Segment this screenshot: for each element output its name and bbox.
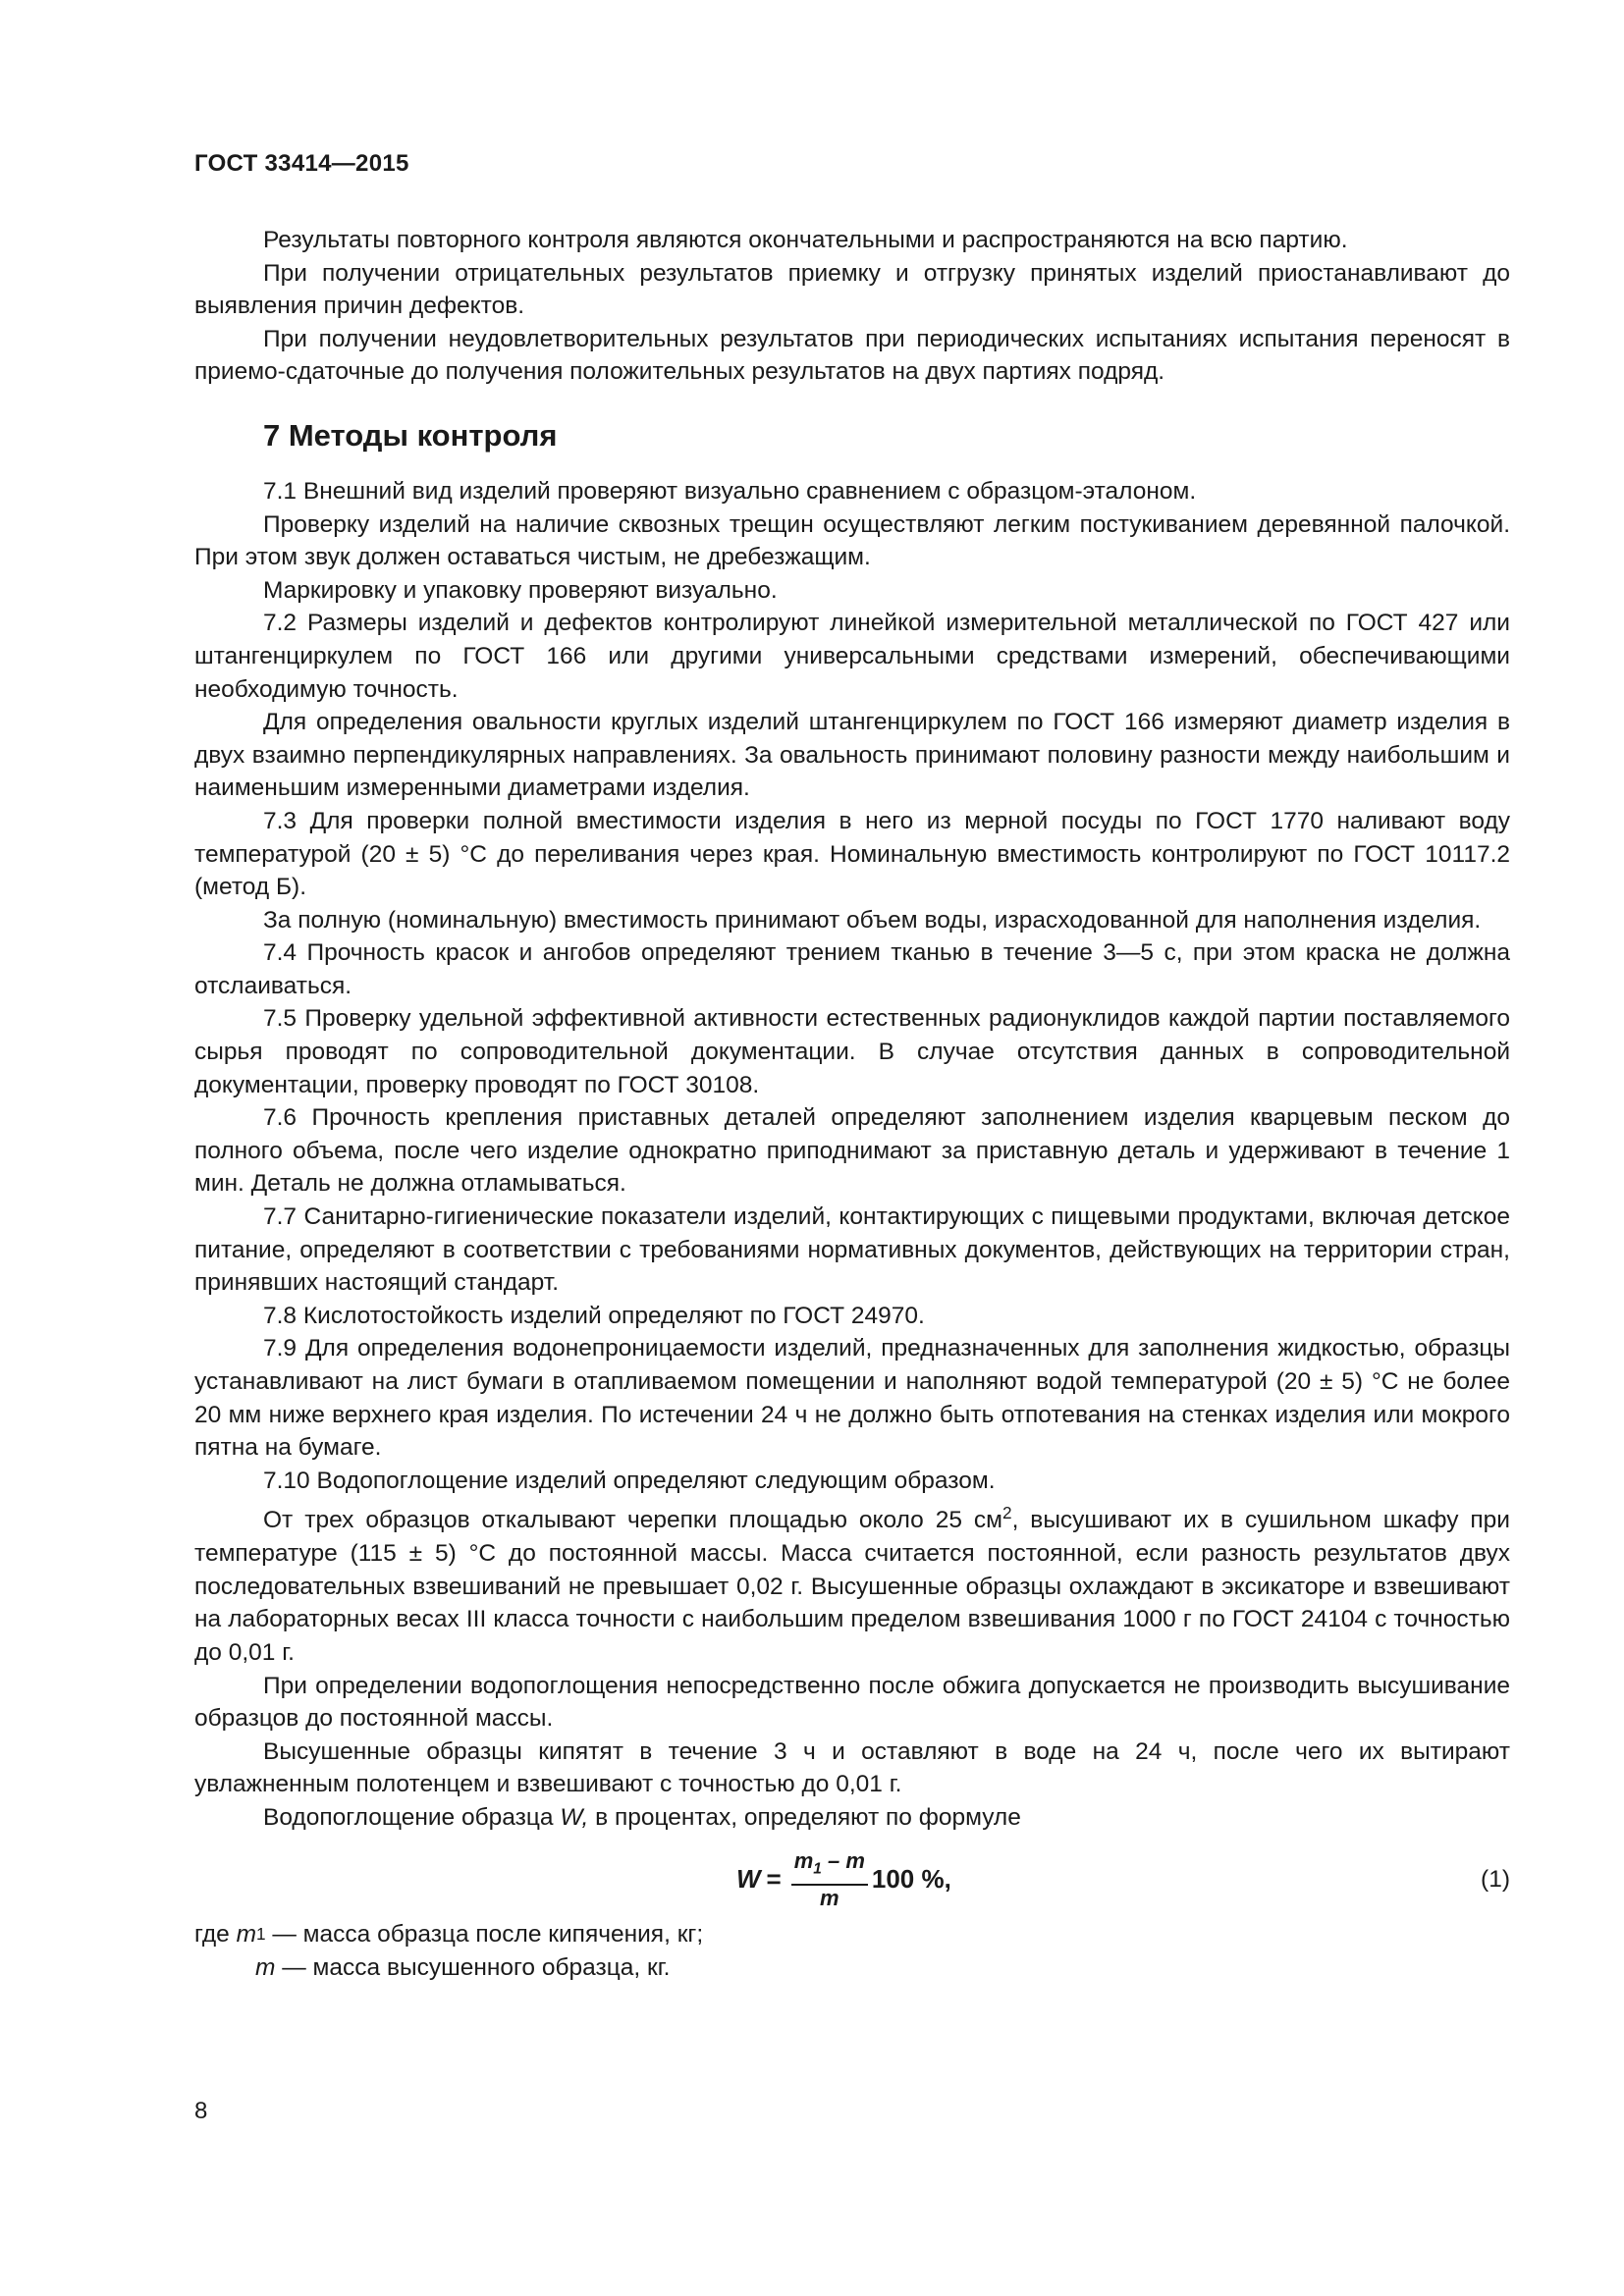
paragraph: 7.10 Водопоглощение изделий определяют следующим образом. bbox=[263, 1467, 996, 1494]
variable-definitions bbox=[194, 1918, 1510, 1984]
paragraph: Маркировку и упаковку проверяют визуально. bbox=[263, 576, 778, 604]
paragraph: 7.2 Размеры изделий и дефектов контролируют линейкой измерительной металлической по ГОСТ 427 или штангенциркулем по ГОСТ 166 или другими универсальными средствами измерений, обеспечивающими необходимую точность. bbox=[194, 610, 1510, 703]
paragraph: 7.6 Прочность крепления приставных деталей определяют заполнением изделия кварцевым песком до полного объема, после чего изделие однократно приподнимают за приставную деталь и удерживают в течение 1 мин. Деталь не должна отламываться. bbox=[194, 1104, 1510, 1198]
page-number: 8 bbox=[194, 2098, 208, 2124]
paragraph: Проверку изделий на наличие сквозных трещин осуществляют легким постукиванием деревянной палочкой. При этом звук должен оставаться чистым, не дребезжащим. bbox=[194, 510, 1510, 571]
paragraph: Для определения овальности круглых изделий штангенциркулем по ГОСТ 166 измеряют диаметр изделия в двух взаимно перпендикулярных направлениях. За овальность принимают половину разности между наибольшим и наименьшим измеренными диаметрами изделия. bbox=[194, 709, 1510, 802]
document-body bbox=[194, 224, 1510, 1985]
definition-line bbox=[194, 1918, 1510, 1951]
definition-line bbox=[194, 1951, 1510, 1985]
document-header: ГОСТ 33414—2015 bbox=[194, 150, 409, 177]
numerator-var: m bbox=[793, 1848, 814, 1874]
formula-equals: = bbox=[766, 1863, 782, 1894]
formula-lhs: W bbox=[736, 1863, 761, 1894]
variable: W, bbox=[560, 1803, 589, 1831]
paragraph-text: Водопоглощение образца bbox=[263, 1803, 561, 1831]
where-prefix: где bbox=[194, 1921, 237, 1949]
formula-denominator: m bbox=[820, 1885, 839, 1910]
paragraph bbox=[194, 1801, 1510, 1835]
formula-block bbox=[194, 1843, 1510, 1918]
paragraph: 7.1 Внешний вид изделий проверяют визуально сравнением с образцом-эталоном. bbox=[263, 477, 1197, 505]
paragraph: 7.8 Кислотостойкость изделий определяют по ГОСТ 24970. bbox=[263, 1302, 925, 1329]
definition: — масса образца после кипячения, кг; bbox=[265, 1921, 704, 1949]
paragraph-text: в процентах, определяют по формуле bbox=[588, 1803, 1021, 1831]
formula-tail: 100 %, bbox=[871, 1863, 951, 1894]
paragraph bbox=[194, 1497, 1510, 1669]
numerator-sub: 1 bbox=[813, 1860, 822, 1878]
paragraph-text: От трех образцов откалывают черепки площадью около 25 см bbox=[263, 1507, 1003, 1534]
symbol-sub: 1 bbox=[256, 1924, 266, 1945]
formula-number: (1) bbox=[1481, 1866, 1510, 1894]
paragraph: 7.7 Санитарно-гигиенические показатели изделий, контактирующих с пищевыми продуктами, включая детское питание, определяют в соответствии с требованиями нормативных документов, действующих на территории стран, принявших настоящий стандарт. bbox=[194, 1203, 1510, 1297]
symbol: m bbox=[236, 1921, 256, 1949]
paragraph: 7.5 Проверку удельной эффективной активности естественных радионуклидов каждой партии поставляемого сырья проводят по сопроводительной документации. В случае отсутствия данных в сопроводительной документации, проверку проводят по ГОСТ 30108. bbox=[194, 1005, 1510, 1098]
paragraph: Высушенные образцы кипятят в течение 3 ч и оставляют в воде на 24 ч, после чего их вытирают увлажненным полотенцем и взвешивают с точностью до 0,01 г. bbox=[194, 1737, 1510, 1798]
superscript: 2 bbox=[1002, 1503, 1012, 1523]
symbol: m bbox=[255, 1954, 276, 1982]
paragraph: При получении неудовлетворительных результатов при периодических испытаниях испытания переносят в приемо-сдаточные до получения положительных результатов на двух партиях подряд. bbox=[194, 325, 1510, 386]
paragraph: При получении отрицательных результатов приемку и отгрузку принятых изделий приостанавливают до выявления причин дефектов. bbox=[194, 259, 1510, 320]
paragraph: 7.4 Прочность красок и ангобов определяют трением тканью в течение 3—5 с, при этом краска не должна отслаиваться. bbox=[194, 939, 1510, 999]
paragraph: 7.9 Для определения водонепроницаемости изделий, предназначенных для заполнения жидкостью, образцы устанавливают на лист бумаги в отапливаемом помещении и наполняют водой температурой (20 ± 5) °С не более 20 мм ниже верхнего края изделия. По истечении 24 ч не должно быть отпотевания на стенках изделия или мокрого пятна на бумаге. bbox=[194, 1335, 1510, 1462]
paragraph: За полную (номинальную) вместимость принимают объем воды, израсходованной для наполнения изделия. bbox=[263, 906, 1482, 934]
paragraph-text: , высушивают их в сушильном шкафу при температуре (115 ± 5) °С до постоянной массы. Масса считается постоянной, если разность результатов двух последовательных взвешиваний не превышает 0,02 г. Высушенные образцы охлаждают в эксикаторе и взвешивают на лабораторных весах III класса точности с наибольшим пределом взвешивания 1000 г по ГОСТ 24104 с точностью до 0,01 г. bbox=[194, 1507, 1510, 1666]
formula bbox=[736, 1847, 951, 1910]
paragraph: Результаты повторного контроля являются окончательными и распространяются на всю партию. bbox=[263, 227, 1348, 253]
formula-fraction bbox=[791, 1847, 868, 1910]
section-title: 7 Методы контроля bbox=[263, 417, 558, 453]
paragraph: 7.3 Для проверки полной вместимости изделия в него из мерной посуды по ГОСТ 1770 наливают воду температурой (20 ± 5) °С до переливания через края. Номинальную вместимость контролируют по ГОСТ 10117.2 (метод Б). bbox=[194, 807, 1510, 901]
definition: — масса высушенного образца, кг. bbox=[275, 1954, 671, 1982]
numerator-rest: – m bbox=[821, 1848, 865, 1874]
paragraph: При определении водопоглощения непосредственно после обжига допускается не производить высушивание образцов до постоянной массы. bbox=[194, 1672, 1510, 1733]
formula-numerator bbox=[791, 1847, 868, 1885]
